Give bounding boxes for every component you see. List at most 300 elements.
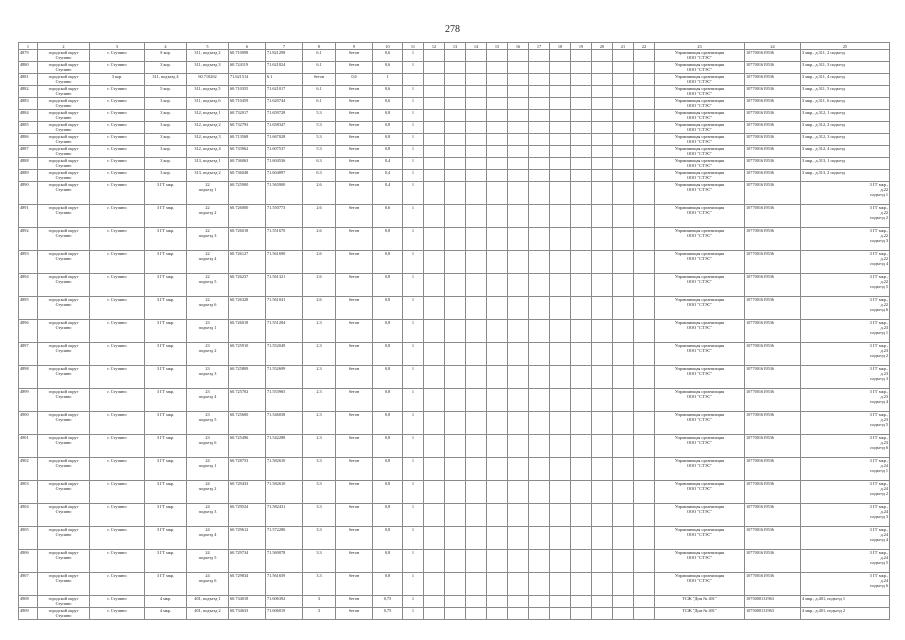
table-cell: [424, 412, 445, 435]
table-cell: г. Ступино: [90, 274, 145, 297]
table-cell: [550, 504, 571, 527]
table-cell: [529, 74, 550, 86]
table-cell: [592, 50, 613, 62]
table-cell: [487, 158, 508, 170]
table-cell: [550, 608, 571, 620]
table-cell: 401, подъезд 2: [187, 608, 229, 620]
table-cell: 1075000131963: [745, 596, 801, 608]
table-cell: 4906: [19, 550, 38, 573]
table-cell: [487, 205, 508, 228]
table-row: [19, 320, 890, 343]
table-cell: [550, 389, 571, 412]
table-cell: [613, 228, 634, 251]
table-cell: [571, 458, 592, 481]
table-cell: [445, 182, 466, 205]
table-cell: бетон: [336, 504, 373, 527]
table-cell: [592, 320, 613, 343]
table-cell: 3 ГГ мкр.: [145, 205, 187, 228]
table-cell: [508, 134, 529, 146]
table-cell: 5.3: [303, 122, 336, 134]
table-cell: 3 ГГ мкр.: [145, 320, 187, 343]
table-row: [19, 86, 890, 98]
table-cell: 60.710098: [229, 50, 266, 62]
table-cell: 1: [403, 343, 424, 366]
table-cell: 71.621824: [266, 62, 303, 74]
table-cell: 71.582431: [266, 504, 303, 527]
table-cell: бетон: [303, 74, 336, 86]
table-cell: 4901: [19, 435, 38, 458]
table-cell: 3 кор.: [145, 122, 187, 134]
table-cell: 71.621017: [266, 86, 303, 98]
table-cell: 4882: [19, 86, 38, 98]
column-header: 23: [655, 43, 745, 50]
table-cell: [592, 504, 613, 527]
table-cell: [466, 74, 487, 86]
table-cell: 60.726018: [229, 320, 266, 343]
table-cell: [613, 366, 634, 389]
table-cell: 3 ГГ мкр.: [145, 366, 187, 389]
table-cell: 1: [403, 110, 424, 122]
table-cell: 24 подъезд 4: [187, 527, 229, 550]
table-cell: г. Ступино: [90, 98, 145, 110]
table-cell: [466, 366, 487, 389]
table-cell: 60.726000: [229, 205, 266, 228]
column-header: 11: [403, 43, 424, 50]
table-cell: [445, 458, 466, 481]
table-cell: [613, 481, 634, 504]
table-cell: 0,8: [373, 550, 403, 573]
table-cell: г. Ступино: [90, 608, 145, 620]
table-cell: [487, 504, 508, 527]
table-cell: городской округ Ступино: [38, 573, 90, 596]
table-cell: [571, 228, 592, 251]
table-cell: 1: [403, 458, 424, 481]
table-cell: городской округ Ступино: [38, 608, 90, 620]
table-cell: [571, 527, 592, 550]
table-cell: 1: [403, 366, 424, 389]
table-cell: [529, 182, 550, 205]
table-cell: 3 ГГ мкр., д.22 подъезд 1: [801, 182, 890, 205]
table-cell: 3 ГГ мкр.: [145, 573, 187, 596]
table-cell: [487, 527, 508, 550]
table-cell: [424, 50, 445, 62]
table-cell: 1: [403, 412, 424, 435]
table-cell: [634, 182, 655, 205]
table-cell: бетон: [336, 122, 373, 134]
table-cell: бетон: [336, 205, 373, 228]
table-cell: г. Ступино: [90, 389, 145, 412]
table-cell: 1077001619536: [745, 343, 801, 366]
table-cell: [571, 274, 592, 297]
table-cell: [571, 158, 592, 170]
table-cell: 1077001619536: [745, 228, 801, 251]
table-cell: [592, 146, 613, 158]
column-header: 20: [592, 43, 613, 50]
table-cell: [550, 98, 571, 110]
table-cell: Управляющая организация ООО "СТЭС": [655, 343, 745, 366]
table-cell: [571, 389, 592, 412]
table-cell: 1: [403, 608, 424, 620]
table-cell: [550, 435, 571, 458]
table-cell: 313, подъезд 1: [187, 158, 229, 170]
table-cell: 2.3: [303, 412, 336, 435]
table-cell: [529, 343, 550, 366]
table-cell: [508, 297, 529, 320]
table-cell: 4904: [19, 504, 38, 527]
table-cell: [424, 550, 445, 573]
table-cell: [466, 435, 487, 458]
table-cell: 60.710355: [229, 86, 266, 98]
table-cell: городской округ Ступино: [38, 596, 90, 608]
table-cell: [424, 251, 445, 274]
table-cell: г. Ступино: [90, 146, 145, 158]
table-cell: [550, 251, 571, 274]
table-cell: 1077001619536: [745, 504, 801, 527]
table-cell: [466, 98, 487, 110]
table-cell: 3 ГГ мкр., д.22 подъезд 5: [801, 274, 890, 297]
table-cell: [571, 297, 592, 320]
table-cell: 3 ГГ мкр., д.23 подъезд 4: [801, 389, 890, 412]
table-cell: г. Ступино: [90, 366, 145, 389]
table-cell: г. Ступино: [90, 182, 145, 205]
table-cell: 60.729734: [229, 550, 266, 573]
table-cell: 3 ГГ мкр., д.24 подъезд 5: [801, 550, 890, 573]
table-cell: [529, 274, 550, 297]
table-row: [19, 573, 890, 596]
table-cell: 24 подъезд 3: [187, 504, 229, 527]
table-cell: [550, 550, 571, 573]
table-cell: [550, 146, 571, 158]
table-cell: городской округ Ступино: [38, 50, 90, 62]
table-cell: [487, 366, 508, 389]
table-cell: 60.726127: [229, 251, 266, 274]
table-cell: бетон: [336, 435, 373, 458]
table-cell: 311, подъезд 3: [187, 62, 229, 74]
table-cell: 0,75: [373, 608, 403, 620]
table-cell: [424, 228, 445, 251]
table-cell: городской округ Ступино: [38, 251, 90, 274]
table-cell: 71.621514: [229, 74, 266, 86]
table-cell: [445, 134, 466, 146]
table-cell: [487, 550, 508, 573]
column-header: 9: [336, 43, 373, 50]
table-cell: [466, 50, 487, 62]
table-cell: [613, 596, 634, 608]
table-cell: 2.3: [303, 320, 336, 343]
table-cell: [424, 158, 445, 170]
table-cell: 6.1: [266, 74, 303, 86]
table-cell: 3 ГГ мкр., д.23 подъезд 1: [801, 320, 890, 343]
table-cell: [613, 62, 634, 74]
page-number: 278: [445, 24, 460, 35]
table-cell: [529, 504, 550, 527]
table-cell: Управляющая организация ООО "СТЭС": [655, 527, 745, 550]
table-cell: 4891: [19, 205, 38, 228]
table-cell: [424, 86, 445, 98]
table-cell: [592, 608, 613, 620]
table-cell: [508, 320, 529, 343]
table-cell: [613, 86, 634, 98]
table-cell: [508, 182, 529, 205]
table-cell: [424, 527, 445, 550]
table-cell: 1075000131963: [745, 608, 801, 620]
table-cell: г. Ступино: [90, 297, 145, 320]
table-cell: [529, 297, 550, 320]
table-cell: городской округ Ступино: [38, 297, 90, 320]
table-row: [19, 608, 890, 620]
table-cell: 3.3: [303, 527, 336, 550]
table-cell: городской округ Ступино: [38, 343, 90, 366]
table-cell: 23 подъезд 2: [187, 343, 229, 366]
table-cell: 1077001619536: [745, 98, 801, 110]
table-cell: 71.569078: [266, 550, 303, 573]
table-cell: [487, 182, 508, 205]
table-cell: [550, 122, 571, 134]
table-cell: 3.3: [303, 481, 336, 504]
table-cell: городской округ Ступино: [38, 320, 90, 343]
table-cell: [613, 146, 634, 158]
table-cell: 0,8: [373, 146, 403, 158]
table-cell: 1077001619536: [745, 550, 801, 573]
table-cell: [424, 182, 445, 205]
table-cell: 24 подъезд 1: [187, 458, 229, 481]
table-cell: бетон: [336, 274, 373, 297]
table-cell: [613, 158, 634, 170]
table-cell: г. Ступино: [90, 412, 145, 435]
table-cell: 3 ГГ мкр.: [145, 458, 187, 481]
table-cell: 3 ГГ мкр., д.23 подъезд 3: [801, 366, 890, 389]
table-cell: 1077001619536: [745, 182, 801, 205]
table-cell: [613, 343, 634, 366]
header-row: [19, 43, 890, 50]
table-cell: 71.604536: [266, 158, 303, 170]
table-cell: 1077001619536: [745, 389, 801, 412]
table-cell: [508, 366, 529, 389]
table-cell: ТСЖ "Дом № 401": [655, 596, 745, 608]
table-cell: г. Ступино: [90, 320, 145, 343]
table-cell: 1077001619536: [745, 320, 801, 343]
table-cell: [571, 550, 592, 573]
table-cell: 3 ГГ мкр.: [145, 527, 187, 550]
table-cell: 3 кор.: [145, 158, 187, 170]
table-cell: [445, 74, 466, 86]
table-cell: бетон: [336, 228, 373, 251]
table-cell: [550, 170, 571, 182]
column-header: 21: [613, 43, 634, 50]
table-cell: [466, 158, 487, 170]
table-cell: [529, 146, 550, 158]
table-cell: бетон: [336, 297, 373, 320]
table-row: [19, 74, 890, 86]
table-cell: [613, 50, 634, 62]
table-cell: [424, 274, 445, 297]
table-cell: Управляющая организация ООО "СТЭС": [655, 62, 745, 74]
table-cell: 3 ГГ мкр.: [145, 343, 187, 366]
table-cell: [487, 251, 508, 274]
table-cell: 0,8: [373, 573, 403, 596]
table-cell: 0,8: [373, 122, 403, 134]
table-cell: [424, 146, 445, 158]
table-cell: [634, 146, 655, 158]
table-cell: [466, 343, 487, 366]
column-header: 19: [571, 43, 592, 50]
table-cell: [424, 481, 445, 504]
table-cell: бетон: [336, 412, 373, 435]
table-cell: 3 ГГ мкр., д.24 подъезд 3: [801, 504, 890, 527]
table-cell: 4880: [19, 62, 38, 74]
table-cell: [424, 62, 445, 74]
table-cell: [487, 412, 508, 435]
table-cell: [466, 458, 487, 481]
table-cell: [592, 458, 613, 481]
table-cell: 23 подъезд 6: [187, 435, 229, 458]
table-cell: 312, подъезд 4: [187, 146, 229, 158]
table-cell: [634, 366, 655, 389]
table-cell: [508, 527, 529, 550]
table-cell: [445, 146, 466, 158]
table-cell: [613, 550, 634, 573]
table-cell: 3 мкр., д.311, 2 подъезд: [801, 50, 890, 62]
table-cell: 3 мкр., д.311, 5 подъезд: [801, 86, 890, 98]
table-cell: 1: [403, 182, 424, 205]
table-cell: 0,8: [373, 251, 403, 274]
table-cell: 4907: [19, 573, 38, 596]
table-cell: 1077001619536: [745, 251, 801, 274]
table-cell: [571, 122, 592, 134]
table-cell: бетон: [336, 158, 373, 170]
table-cell: 4883: [19, 98, 38, 110]
table-cell: бетон: [336, 527, 373, 550]
table-cell: 3.3: [303, 504, 336, 527]
table-cell: 3.3: [303, 550, 336, 573]
table-cell: [508, 504, 529, 527]
table-cell: [634, 98, 655, 110]
table-cell: 312, подъезд 3: [187, 134, 229, 146]
table-cell: Управляющая организация ООО "СТЭС": [655, 274, 745, 297]
table-cell: [445, 504, 466, 527]
table-cell: 4889: [19, 170, 38, 182]
table-cell: городской округ Ступино: [38, 412, 90, 435]
table-cell: Управляющая организация ООО "СТЭС": [655, 550, 745, 573]
table-cell: 2.6: [303, 228, 336, 251]
table-cell: Управляющая организация ООО "СТЭС": [655, 435, 745, 458]
table-cell: Управляющая организация ООО "СТЭС": [655, 110, 745, 122]
table-cell: г. Ступино: [90, 170, 145, 182]
table-cell: [571, 146, 592, 158]
table-cell: [550, 573, 571, 596]
table-cell: 3.3: [303, 458, 336, 481]
table-cell: 3 мкр., д.312, 1 подъезд: [801, 110, 890, 122]
table-cell: [592, 389, 613, 412]
table-cell: [529, 110, 550, 122]
table-cell: Управляющая организация ООО "СТЭС": [655, 297, 745, 320]
table-cell: [466, 122, 487, 134]
table-cell: 2.3: [303, 435, 336, 458]
table-cell: 311, подъезд 6: [187, 98, 229, 110]
table-cell: [529, 458, 550, 481]
table-cell: [634, 435, 655, 458]
table-cell: Управляющая организация ООО "СТЭС": [655, 182, 745, 205]
table-cell: 1: [403, 481, 424, 504]
table-cell: [571, 86, 592, 98]
table-cell: [508, 110, 529, 122]
table-cell: 60.732017: [229, 110, 266, 122]
table-cell: 3 мкр., д.311, 6 подъезд: [801, 98, 890, 110]
table-cell: 1: [403, 134, 424, 146]
table-cell: [487, 122, 508, 134]
table-cell: 71.658347: [266, 122, 303, 134]
table-cell: 71.606019: [266, 608, 303, 620]
table-cell: [466, 389, 487, 412]
table-cell: городской округ Ступино: [38, 504, 90, 527]
table-cell: [571, 573, 592, 596]
table-cell: [613, 205, 634, 228]
table-cell: [529, 158, 550, 170]
table-cell: 71.821298: [266, 50, 303, 62]
table-cell: 313, подъезд 2: [187, 170, 229, 182]
table-cell: [634, 158, 655, 170]
table-cell: городской округ Ступино: [38, 458, 90, 481]
table-cell: [466, 134, 487, 146]
table-cell: [634, 297, 655, 320]
table-cell: 23 подъезд 1: [187, 320, 229, 343]
table-cell: [529, 50, 550, 62]
table-cell: 71.561690: [266, 251, 303, 274]
table-cell: городской округ Ступино: [38, 74, 90, 86]
table-cell: 5 кор.: [145, 86, 187, 98]
table-cell: [634, 412, 655, 435]
table-cell: 1077001619536: [745, 481, 801, 504]
table-cell: 1: [403, 504, 424, 527]
table-cell: [613, 573, 634, 596]
table-cell: [466, 182, 487, 205]
table-cell: 4905: [19, 527, 38, 550]
table-cell: [487, 573, 508, 596]
table-cell: [487, 481, 508, 504]
table-cell: г. Ступино: [90, 50, 145, 62]
table-cell: 1077001619536: [745, 74, 801, 86]
table-cell: бетон: [336, 366, 373, 389]
column-header: 16: [508, 43, 529, 50]
table-cell: 4884: [19, 110, 38, 122]
table-cell: 71.550773: [266, 205, 303, 228]
table-cell: [445, 228, 466, 251]
table-cell: 1077001619536: [745, 435, 801, 458]
table-cell: 3.3: [303, 573, 336, 596]
table-cell: [445, 122, 466, 134]
table-cell: Управляющая организация ООО "СТЭС": [655, 74, 745, 86]
table-cell: [403, 74, 424, 86]
table-cell: [487, 596, 508, 608]
table-cell: [529, 573, 550, 596]
table-cell: [550, 205, 571, 228]
table-cell: 4886: [19, 134, 38, 146]
table-cell: [613, 134, 634, 146]
table-cell: [613, 389, 634, 412]
table-row: [19, 182, 890, 205]
table-row: [19, 297, 890, 320]
table-cell: 0,8: [373, 389, 403, 412]
table-cell: [445, 274, 466, 297]
table-cell: 311, подъезд 5: [187, 86, 229, 98]
table-cell: 4881: [19, 74, 38, 86]
table-cell: [613, 251, 634, 274]
column-header: 14: [466, 43, 487, 50]
table-cell: 2.6: [303, 182, 336, 205]
table-cell: 60.733962: [229, 146, 266, 158]
table-cell: [634, 527, 655, 550]
table-cell: [445, 297, 466, 320]
